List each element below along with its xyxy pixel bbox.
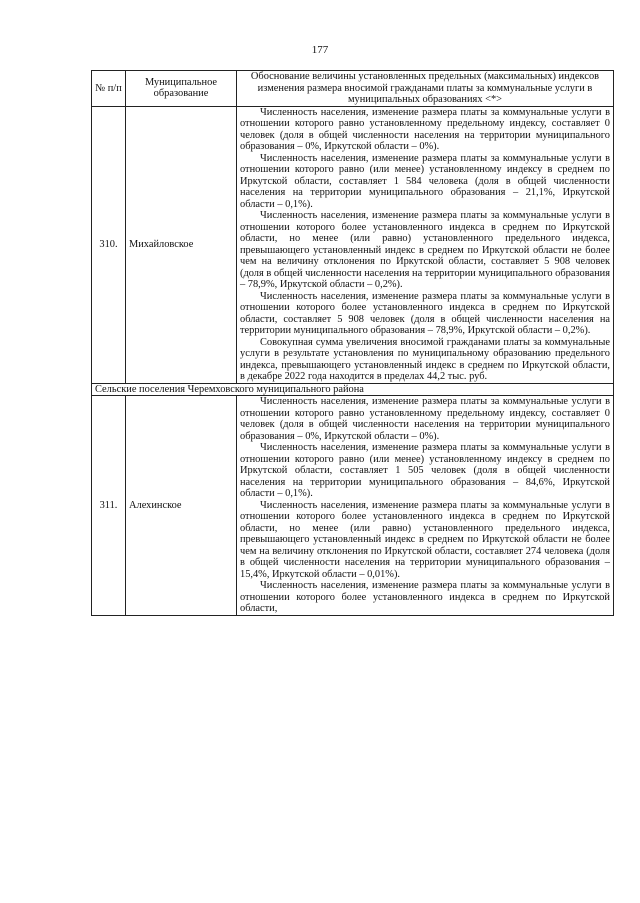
row-number: 311. — [92, 396, 126, 616]
justification-text — [237, 106, 614, 383]
justification-text — [237, 396, 614, 616]
paragraph: Численность населения, изменение размера платы за коммунальные услуги в отношении которого более установленного индекса в среднем по Иркутской области, но менее (или равно) установленного предельного индекса, превышающего установленный индекс в среднем по Иркутской области не более чем на величину отклонения по Иркутской области, составляет 274 человека (доля в общей численности населения на территории муниципального образования – 15,4%, Иркутской области – 0,01%). — [240, 499, 610, 580]
table-row — [92, 396, 614, 616]
paragraph: Численность населения, изменение размера платы за коммунальные услуги в отношении которого равно установленному предельному индексу, составляет 0 человек (доля в общей численности населения на территории муниципального образования – 0%, Иркутской области – 0%). — [240, 106, 610, 152]
paragraph: Численность населения, изменение размера платы за коммунальные услуги в отношении которого более установленного индекса в среднем по Иркутской области, но менее (или равно) установленного предельного индекса, превышающего установленный индекс в среднем по Иркутской области не более чем на величину отклонения по Иркутской области, составляет 5 908 человек (доля в общей численности населения на территории муниципального образования – 78,9%, Иркутской области – 0,2%). — [240, 210, 610, 290]
paragraph: Численность населения, изменение размера платы за коммунальные услуги в отношении которого равно (или менее) установленному индексу в среднем по Иркутской области, составляет 1 505 человек (доля в общей численности населения на территории муниципального образования – 84,6%, Иркутской области – 0,1%). — [240, 442, 610, 499]
paragraph: Численность населения, изменение размера платы за коммунальные услуги в отношении которого более установленного индекса в среднем по Иркутской области, — [240, 580, 610, 614]
paragraph: Численность населения, изменение размера платы за коммунальные услуги в отношении которого равно (или менее) установленному индексу в среднем по Иркутской области, составляет 1 584 человека (доля в общей численности населения на территории муниципального образования – 21,1%, Иркутской области – 0,1%). — [240, 152, 610, 210]
header-justification: Обоснование величины установленных предельных (максимальных) индексов изменения размера вносимой гражданами платы за коммунальные услуги в муниципальных образованиях <*> — [237, 71, 614, 107]
section-title: Сельские поселения Черемховского муниципального района — [92, 383, 614, 396]
header-number: № п/п — [92, 71, 126, 107]
header-municipality: Муниципальное образование — [126, 71, 237, 107]
page-number: 177 — [311, 44, 329, 56]
municipality-name: Михайловское — [126, 106, 237, 383]
table-header-row — [92, 71, 614, 107]
justification-table — [91, 70, 614, 616]
municipality-name: Алехинское — [126, 396, 237, 616]
paragraph: Численность населения, изменение размера платы за коммунальные услуги в отношении которого равно установленному предельному индексу, составляет 0 человек (доля в общей численности населения на территории муниципального образования – 0%, Иркутской области – 0%). — [240, 396, 610, 442]
paragraph: Численность населения, изменение размера платы за коммунальные услуги в отношении которого более установленного индекса в среднем по Иркутской области, составляет 5 908 человек (доля в общей численности населения на территории муниципального образования – 78,9%, Иркутской области – 0,2%). — [240, 290, 610, 336]
paragraph: Совокупная сумма увеличения вносимой гражданами платы за коммунальные услуги в результате установления по муниципальному образованию предельного индекса, превышающего установленный индекс в среднем по Иркутской области, в декабре 2022 года находится в пределах 44,2 тыс. руб. — [240, 336, 610, 382]
section-row — [92, 383, 614, 396]
row-number: 310. — [92, 106, 126, 383]
table-row — [92, 106, 614, 383]
